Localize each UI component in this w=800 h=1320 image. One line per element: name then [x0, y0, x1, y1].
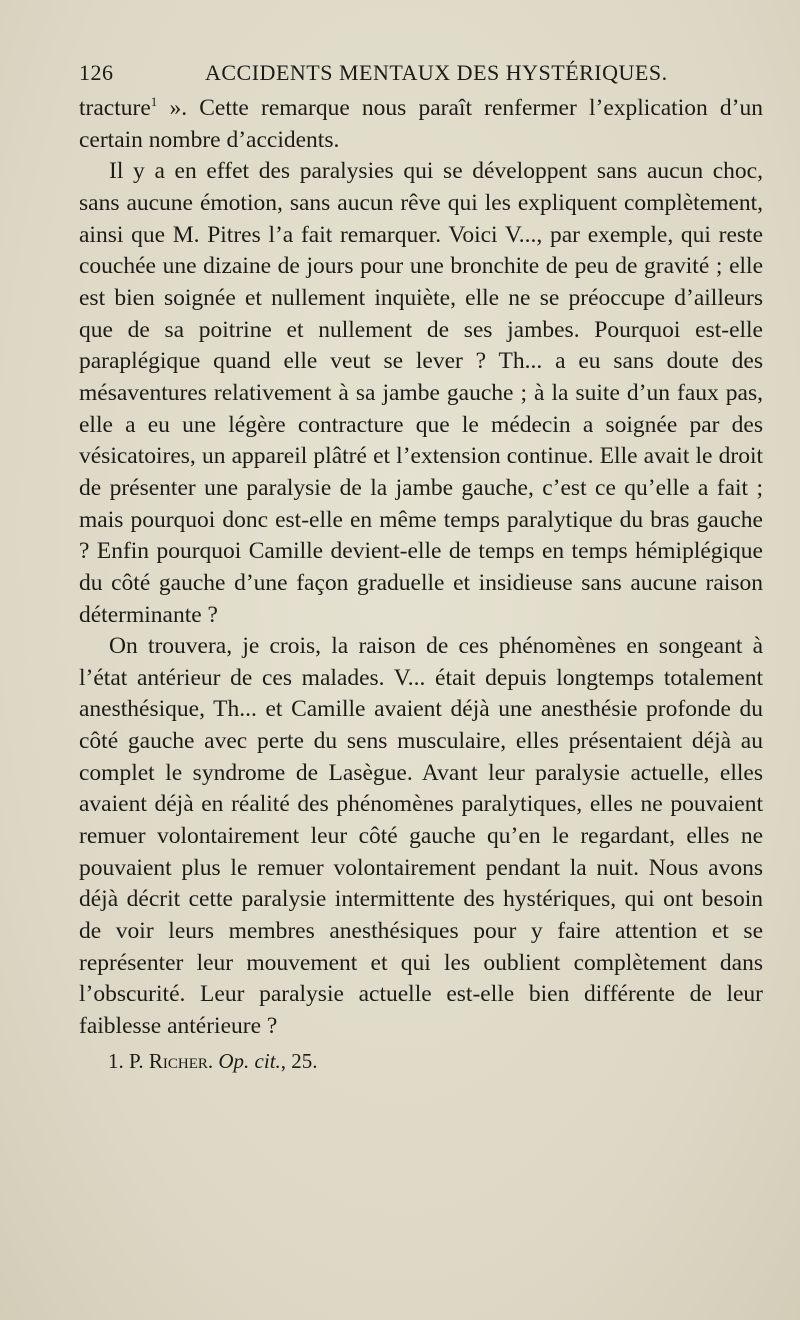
footnote-reference-title: Op. cit.: [218, 1049, 281, 1073]
page-header: [79, 60, 761, 90]
footnote-page: , 25.: [280, 1049, 318, 1073]
footnote-author-name: Richer.: [148, 1049, 214, 1073]
footnote-reference: 1: [150, 94, 158, 109]
body-text: [79, 93, 763, 1043]
footnote: [108, 1048, 318, 1074]
paragraph-2: Il y a en effet des paralysies qui se développent sans aucun choc, sans aucune émotion, sans aucun rêve qui les expliquent complètement, ainsi que M. Pitres l’a fait remarquer. Voici V..., par exemple, qui reste couchée une dizaine de jours pour une bronchite de peu de gravité ; elle est bien soignée et nullement inquiète, elle ne se préoccupe d’ailleurs que de sa poitrine et nullement de ses jambes. Pourquoi est-elle paraplégique quand elle veut se lever ? Th... a eu sans doute des mésaventures relativement à sa jambe gauche ; à la suite d’un faux pas, elle a eu une légère contracture que le médecin a soignée par des vésicatoires, un appareil plâtré et l’extension continue. Elle avait le droit de présenter une paralysie de la jambe gauche, c’est ce qu’elle a fait ; mais pourquoi donc est-elle en même temps paralytique du bras gauche ? Enfin pourquoi Camille devient-elle de temps en temps hémiplégique du côté gauche d’une façon graduelle et insidieuse sans aucune raison déterminante ?: [79, 158, 763, 628]
page-number: 126: [79, 60, 114, 85]
running-title: ACCIDENTS MENTAUX DES HYSTÉRIQUES.: [205, 60, 668, 85]
footnote-number: 1.: [108, 1049, 124, 1073]
paragraph-3: On trouvera, je crois, la raison de ces phénomènes en songeant à l’état antérieur de ces malades. V... était depuis longtemps totalement anesthésique, Th... et Camille avaient déjà une anesthésie profonde du côté gauche avec perte du sens musculaire, elles présentaient déjà au complet le syndrome de Lasègue. Avant leur paralysie actuelle, elles avaient déjà en réalité des phénomènes paralytiques, elles ne pouvaient remuer volontairement leur côté gauche qu’en le regardant, elles ne pouvaient plus le remuer volontairement pendant la nuit. Nous avons déjà décrit cette paralysie intermittente des hystériques, qui ont besoin de voir leurs membres anesthésiques pour y faire attention et se représenter leur mouvement et qui les oublient complètement dans l’obscurité. Leur paralysie actuelle est-elle bien différente de leur faiblesse antérieure ?: [79, 633, 763, 1040]
paragraph-1-start: tracture: [79, 95, 151, 121]
footnote-author-initial: P.: [129, 1049, 144, 1073]
paragraph-1-rest: ». Cette remarque nous paraît renfermer l’explication d’un certain nombre d’accidents.: [79, 95, 763, 153]
paragraph-1: [79, 93, 763, 156]
